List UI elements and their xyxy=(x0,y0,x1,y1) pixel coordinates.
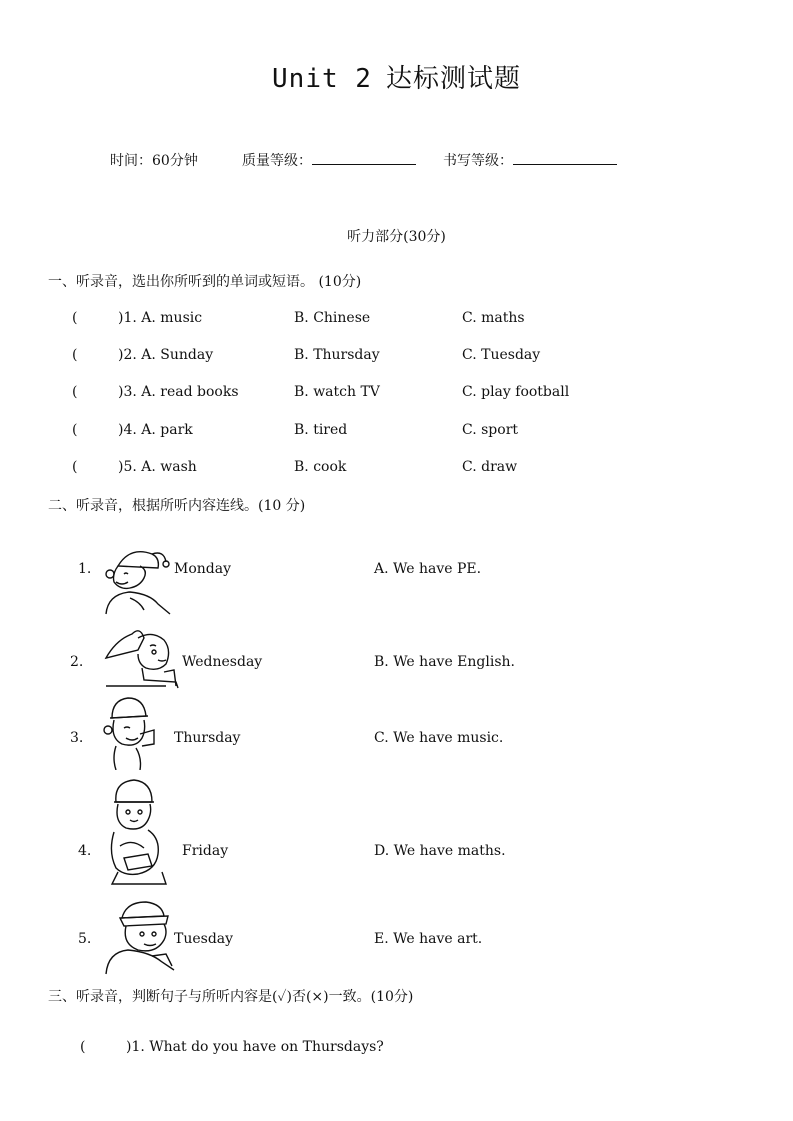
cartoon-boy-picture xyxy=(102,896,178,976)
day-label[interactable]: Tuesday xyxy=(174,931,234,947)
option-c: C. draw xyxy=(462,459,518,475)
answer-paren[interactable]: ( xyxy=(72,459,78,475)
answer-paren[interactable]: ( xyxy=(80,1039,86,1055)
title-chinese: 达标测试题 xyxy=(385,64,521,94)
listening-part-title: 听力部分(30分) xyxy=(347,229,446,245)
subject-sentence[interactable]: B. We have English. xyxy=(374,654,515,670)
subject-sentence[interactable]: E. We have art. xyxy=(374,931,483,947)
match-number: 5. xyxy=(78,931,92,947)
day-label[interactable]: Thursday xyxy=(174,730,241,746)
option-c: C. play football xyxy=(462,384,570,400)
match-number: 4. xyxy=(78,843,92,859)
match-number: 2. xyxy=(70,654,84,670)
option-b: B. cook xyxy=(294,459,347,475)
answer-paren[interactable]: ( xyxy=(72,384,78,400)
judge-sentence: )1. What do you have on Thursdays? xyxy=(126,1039,384,1055)
section2-heading: 二、听录音，根据所听内容连线。(10 分) xyxy=(48,498,306,514)
quality-grade xyxy=(242,150,416,170)
option-b: B. watch TV xyxy=(294,384,380,400)
option-a: )4. A. park xyxy=(118,422,193,438)
cartoon-boy-picture xyxy=(102,694,158,770)
cartoon-boy-picture xyxy=(100,544,172,616)
match-number: 1. xyxy=(78,561,92,577)
option-b: B. Thursday xyxy=(294,347,380,363)
option-b: B. tired xyxy=(294,422,348,438)
section3-heading: 三、听录音，判断句子与所听内容是(✓)否(×)一致。(10分) xyxy=(48,989,414,1005)
option-c: C. sport xyxy=(462,422,519,438)
day-label[interactable]: Friday xyxy=(182,843,229,859)
page-title xyxy=(0,58,793,95)
answer-paren[interactable]: ( xyxy=(72,422,78,438)
option-a: )1. A. music xyxy=(118,310,203,326)
section1-heading: 一、听录音，选出你所听到的单词或短语。 (10分) xyxy=(48,274,362,290)
subject-sentence[interactable]: A. We have PE. xyxy=(374,561,482,577)
day-label[interactable]: Wednesday xyxy=(182,654,263,670)
option-b: B. Chinese xyxy=(294,310,371,326)
answer-paren[interactable]: ( xyxy=(72,310,78,326)
time-label: 时间：60分钟 xyxy=(110,153,198,169)
subject-sentence[interactable]: D. We have maths. xyxy=(374,843,506,859)
option-c: C. Tuesday xyxy=(462,347,541,363)
day-label[interactable]: Monday xyxy=(174,561,231,577)
subject-sentence[interactable]: C. We have music. xyxy=(374,730,504,746)
cartoon-boy-picture xyxy=(102,620,182,690)
option-a: )5. A. wash xyxy=(118,459,197,475)
option-a: )3. A. read books xyxy=(118,384,239,400)
writing-label: 书写等级： xyxy=(443,153,513,169)
answer-paren[interactable]: ( xyxy=(72,347,78,363)
cartoon-boy-picture xyxy=(104,776,172,888)
option-a: )2. A. Sunday xyxy=(118,347,214,363)
quality-label: 质量等级： xyxy=(242,153,312,169)
writing-blank[interactable] xyxy=(513,150,617,165)
quality-blank[interactable] xyxy=(312,150,416,165)
title-english: Unit 2 xyxy=(272,64,372,94)
match-number: 3. xyxy=(70,730,84,746)
option-c: C. maths xyxy=(462,310,525,326)
writing-grade xyxy=(443,150,617,170)
